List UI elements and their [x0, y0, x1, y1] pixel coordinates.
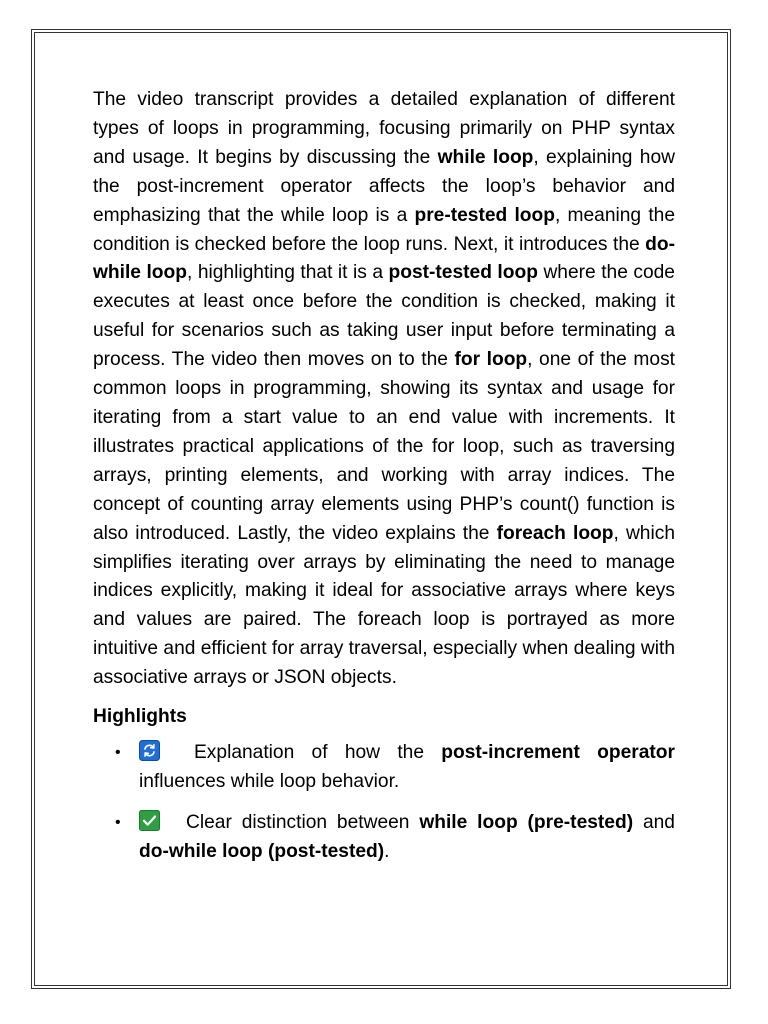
highlight-bold-term: post-increment operator: [441, 742, 675, 764]
refresh-icon: [139, 740, 160, 761]
bullet-marker: •: [115, 744, 121, 762]
list-item: [93, 809, 675, 867]
summary-text: , explaining how the post-increment operator affects the loop’s behavior and emphasizing that the while loop is a: [93, 146, 675, 226]
highlight-text-part: .: [384, 840, 390, 862]
check-mark-icon: [139, 810, 160, 831]
summary-text: where the code executes at least once before the condition is checked, making it useful for scenarios such as taking user input before terminating a process. The video then moves on to the: [93, 262, 675, 371]
summary-text: , which simplifies iterating over arrays by eliminating the need to manage indices explicitly, making it ideal for associative arrays where keys and values are paired. The foreach loop is portrayed as more intuitive and efficient for array traversal, especially when dealing with associative arrays or JSON objects.: [93, 522, 675, 689]
summary-bold-term: while loop: [437, 146, 534, 168]
summary-text: , one of the most common loops in programming, showing its syntax and usage for iterating from a start value to an end value with increments. It illustrates practical applications of the for loop, such as traversing arrays, printing elements, and working with array indices. The concept of counting array elements using PHP’s count() function is also introduced. Lastly, the video explains the: [93, 349, 675, 544]
highlight-text-part: Clear distinction between: [186, 811, 420, 833]
highlight-text-part: and: [633, 811, 675, 833]
highlights-heading: Highlights: [93, 706, 187, 728]
highlight-bold-term: while loop (pre-tested): [419, 811, 634, 833]
summary-text: , meaning the condition is checked before the loop runs. Next, it introduces the: [93, 204, 675, 255]
list-item: [93, 739, 675, 797]
bullet-marker: •: [115, 813, 121, 831]
highlights-list: [93, 739, 675, 867]
highlight-text: [139, 812, 675, 862]
summary-bold-term: pre-tested loop: [414, 204, 555, 226]
summary-paragraph: [93, 86, 675, 693]
summary-text: The video transcript provides a detailed explanation of different types of loops in programming, focusing primarily on PHP syntax and usage. It begins by discussing the: [93, 89, 675, 168]
summary-bold-term: for loop: [454, 349, 528, 371]
highlight-text: [139, 742, 675, 792]
highlight-text-part: Explanation of how the: [194, 742, 442, 764]
summary-text: , highlighting that it is a: [186, 262, 389, 284]
document-content: [93, 86, 675, 879]
summary-bold-term: post-tested loop: [388, 262, 538, 284]
summary-bold-term: foreach loop: [496, 522, 614, 544]
highlight-text-part: influences while loop behavior.: [139, 770, 400, 792]
summary-bold-term: do-while loop: [93, 233, 675, 284]
highlight-bold-term: do-while loop (post-tested): [139, 840, 385, 862]
